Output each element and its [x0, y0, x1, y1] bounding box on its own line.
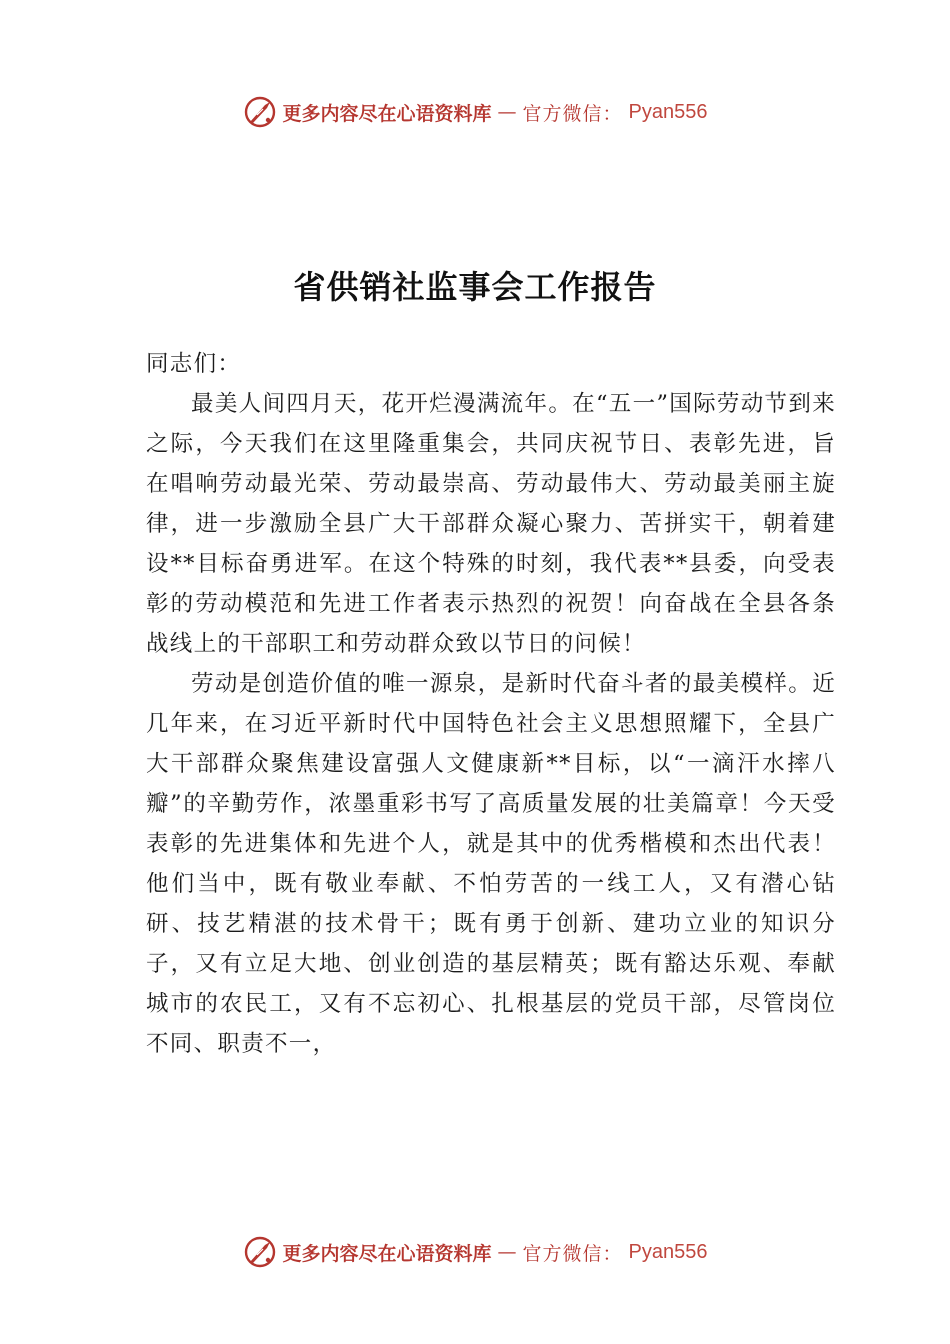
- banner-wechat-id: Pyan556: [628, 1240, 708, 1263]
- banner-separator: —: [497, 101, 517, 123]
- quill-logo-icon: [243, 95, 277, 129]
- banner-brand-text: 更多内容尽在心语资料库: [282, 1242, 492, 1265]
- header-banner: [0, 92, 950, 132]
- paragraph-1: 最美人间四月天，花开烂漫满流年。在“五一”国际劳动节到来之际，今天我们在这里隆重集会，共同庆祝节日、表彰先进，旨在唱响劳动最光荣、劳动最崇高、劳动最伟大、劳动最美丽主旋律，进一步激励全县广大干部群众凝心聚力、苦拼实干，朝着建设**目标奋勇进军。在这个特殊的时刻，我代表**县委，向受表彰的劳动模范和先进工作者表示热烈的祝贺！向奋战在全县各条战线上的干部职工和劳动群众致以节日的问候！: [146, 391, 836, 657]
- paragraph-2: 劳动是创造价值的唯一源泉，是新时代奋斗者的最美模样。近几年来，在习近平新时代中国特色社会主义思想照耀下，全县广大干部群众聚焦建设富强人文健康新**目标，以“一滴汗水摔八瓣”的辛勤劳作，浓墨重彩书写了高质量发展的壮美篇章！今天受表彰的先进集体和先进个人，就是其中的优秀楷模和杰出代表！他们当中，既有敬业奉献、不怕劳苦的一线工人，又有潜心钻研、技艺精湛的技术骨干；既有勇于创新、建功立业的知识分子，又有立足大地、创业创造的基层精英；既有豁达乐观、奉献城市的农民工，又有不忘初心、扎根基层的党员干部，尽管岗位不同、职责不一，: [146, 671, 836, 1057]
- banner-brand-text: 更多内容尽在心语资料库: [282, 102, 492, 125]
- banner-wechat-label: 官方微信：: [522, 102, 623, 125]
- banner-wechat-label: 官方微信：: [522, 1242, 623, 1265]
- salutation: 同志们：: [146, 351, 242, 377]
- banner-separator: —: [497, 1241, 517, 1263]
- footer-banner: [0, 1232, 950, 1272]
- document-body: [146, 344, 836, 1064]
- banner-wechat-id: Pyan556: [628, 100, 708, 123]
- quill-logo-icon: [243, 1235, 277, 1269]
- document-title: 省供销社监事会工作报告: [293, 268, 657, 306]
